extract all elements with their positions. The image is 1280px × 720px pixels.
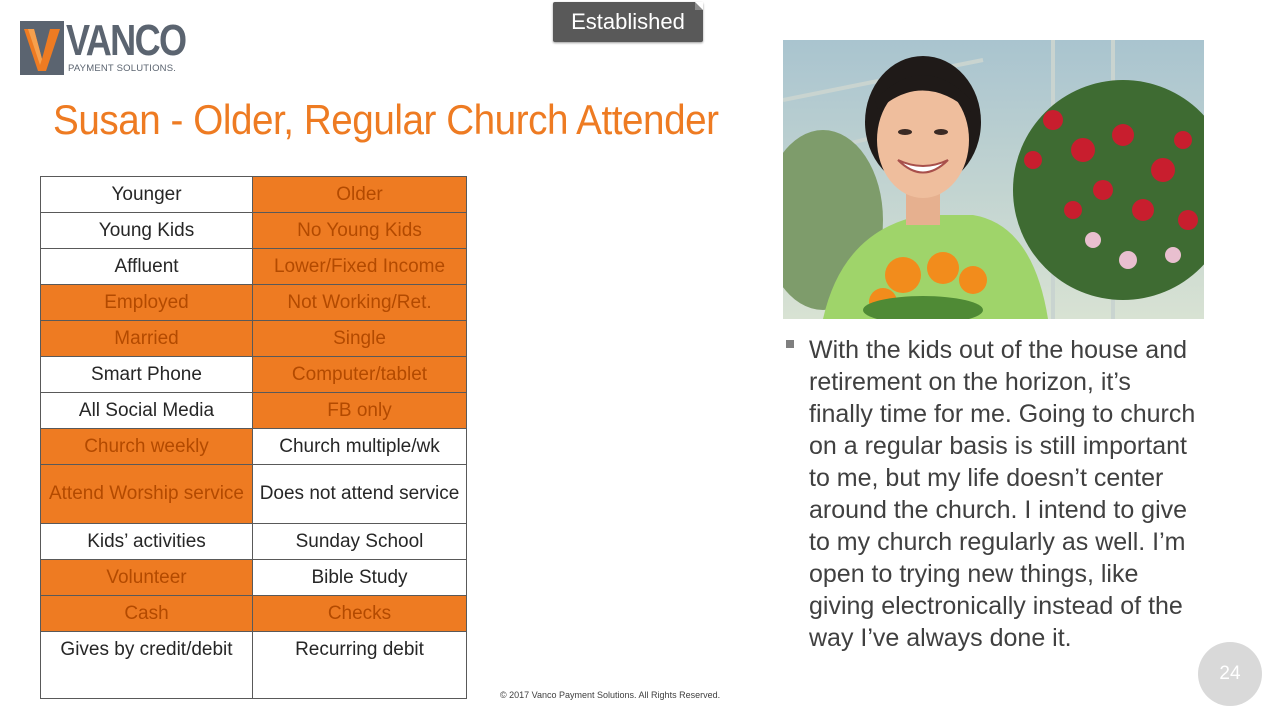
attribute-cell-right: Does not attend service	[253, 465, 467, 524]
attribute-row	[41, 560, 467, 596]
attribute-row	[41, 177, 467, 213]
attribute-cell-left: All Social Media	[41, 393, 253, 429]
attribute-row	[41, 249, 467, 285]
vanco-logo	[20, 16, 186, 78]
copyright-footer: © 2017 Vanco Payment Solutions. All Rights Reserved.	[500, 690, 721, 700]
attribute-row	[41, 357, 467, 393]
attribute-row	[41, 632, 467, 699]
slide-title: Susan - Older, Regular Church Attender	[53, 96, 719, 143]
attribute-cell-left: Affluent	[41, 249, 253, 285]
persona-photo-image	[783, 40, 1204, 319]
attribute-row	[41, 465, 467, 524]
logo-wordmark: VANCO	[66, 16, 186, 65]
attribute-cell-left: Young Kids	[41, 213, 253, 249]
attribute-cell-left: Married	[41, 321, 253, 357]
attribute-cell-right: Bible Study	[253, 560, 467, 596]
attribute-cell-left: Volunteer	[41, 560, 253, 596]
attribute-cell-right: No Young Kids	[253, 213, 467, 249]
attribute-row	[41, 321, 467, 357]
badge-label: Established	[571, 9, 685, 34]
attribute-row	[41, 429, 467, 465]
attribute-cell-right: Recurring debit	[253, 632, 467, 699]
page-number: 24	[1198, 642, 1262, 706]
vanco-v-icon	[20, 21, 64, 75]
attribute-cell-left: Cash	[41, 596, 253, 632]
attribute-row	[41, 393, 467, 429]
attribute-cell-right: Lower/Fixed Income	[253, 249, 467, 285]
attribute-cell-right: Church multiple/wk	[253, 429, 467, 465]
attribute-cell-left: Gives by credit/debit	[41, 632, 253, 699]
attribute-cell-left: Employed	[41, 285, 253, 321]
attribute-cell-left: Smart Phone	[41, 357, 253, 393]
attribute-cell-left: Younger	[41, 177, 253, 213]
attribute-row	[41, 213, 467, 249]
attribute-cell-right: Checks	[253, 596, 467, 632]
established-badge	[553, 2, 703, 42]
attribute-cell-left: Church weekly	[41, 429, 253, 465]
attribute-cell-right: Computer/tablet	[253, 357, 467, 393]
attribute-cell-left: Kids’ activities	[41, 524, 253, 560]
attribute-cell-right: Not Working/Ret.	[253, 285, 467, 321]
attribute-row	[41, 596, 467, 632]
attribute-cell-left: Attend Worship service	[41, 465, 253, 524]
attribute-row	[41, 524, 467, 560]
badge-fold	[695, 2, 703, 10]
attribute-row	[41, 285, 467, 321]
attribute-cell-right: Sunday School	[253, 524, 467, 560]
quote-text: With the kids out of the house and retirement on the horizon, it’s finally time for me. Going to church on a regular basis is still important to me, but my life doesn’t center around the church. I intend to give to my church regularly as well. I’m open to trying new things, like giving electronically instead of the way I’ve always done it.	[809, 336, 1196, 652]
attribute-cell-right: Older	[253, 177, 467, 213]
attribute-cell-right: Single	[253, 321, 467, 357]
persona-photo	[783, 40, 1204, 319]
persona-attributes-table	[40, 176, 467, 699]
attribute-cell-right: FB only	[253, 393, 467, 429]
logo-tagline: PAYMENT SOLUTIONS.	[68, 63, 177, 74]
bullet-square-icon	[786, 340, 794, 348]
